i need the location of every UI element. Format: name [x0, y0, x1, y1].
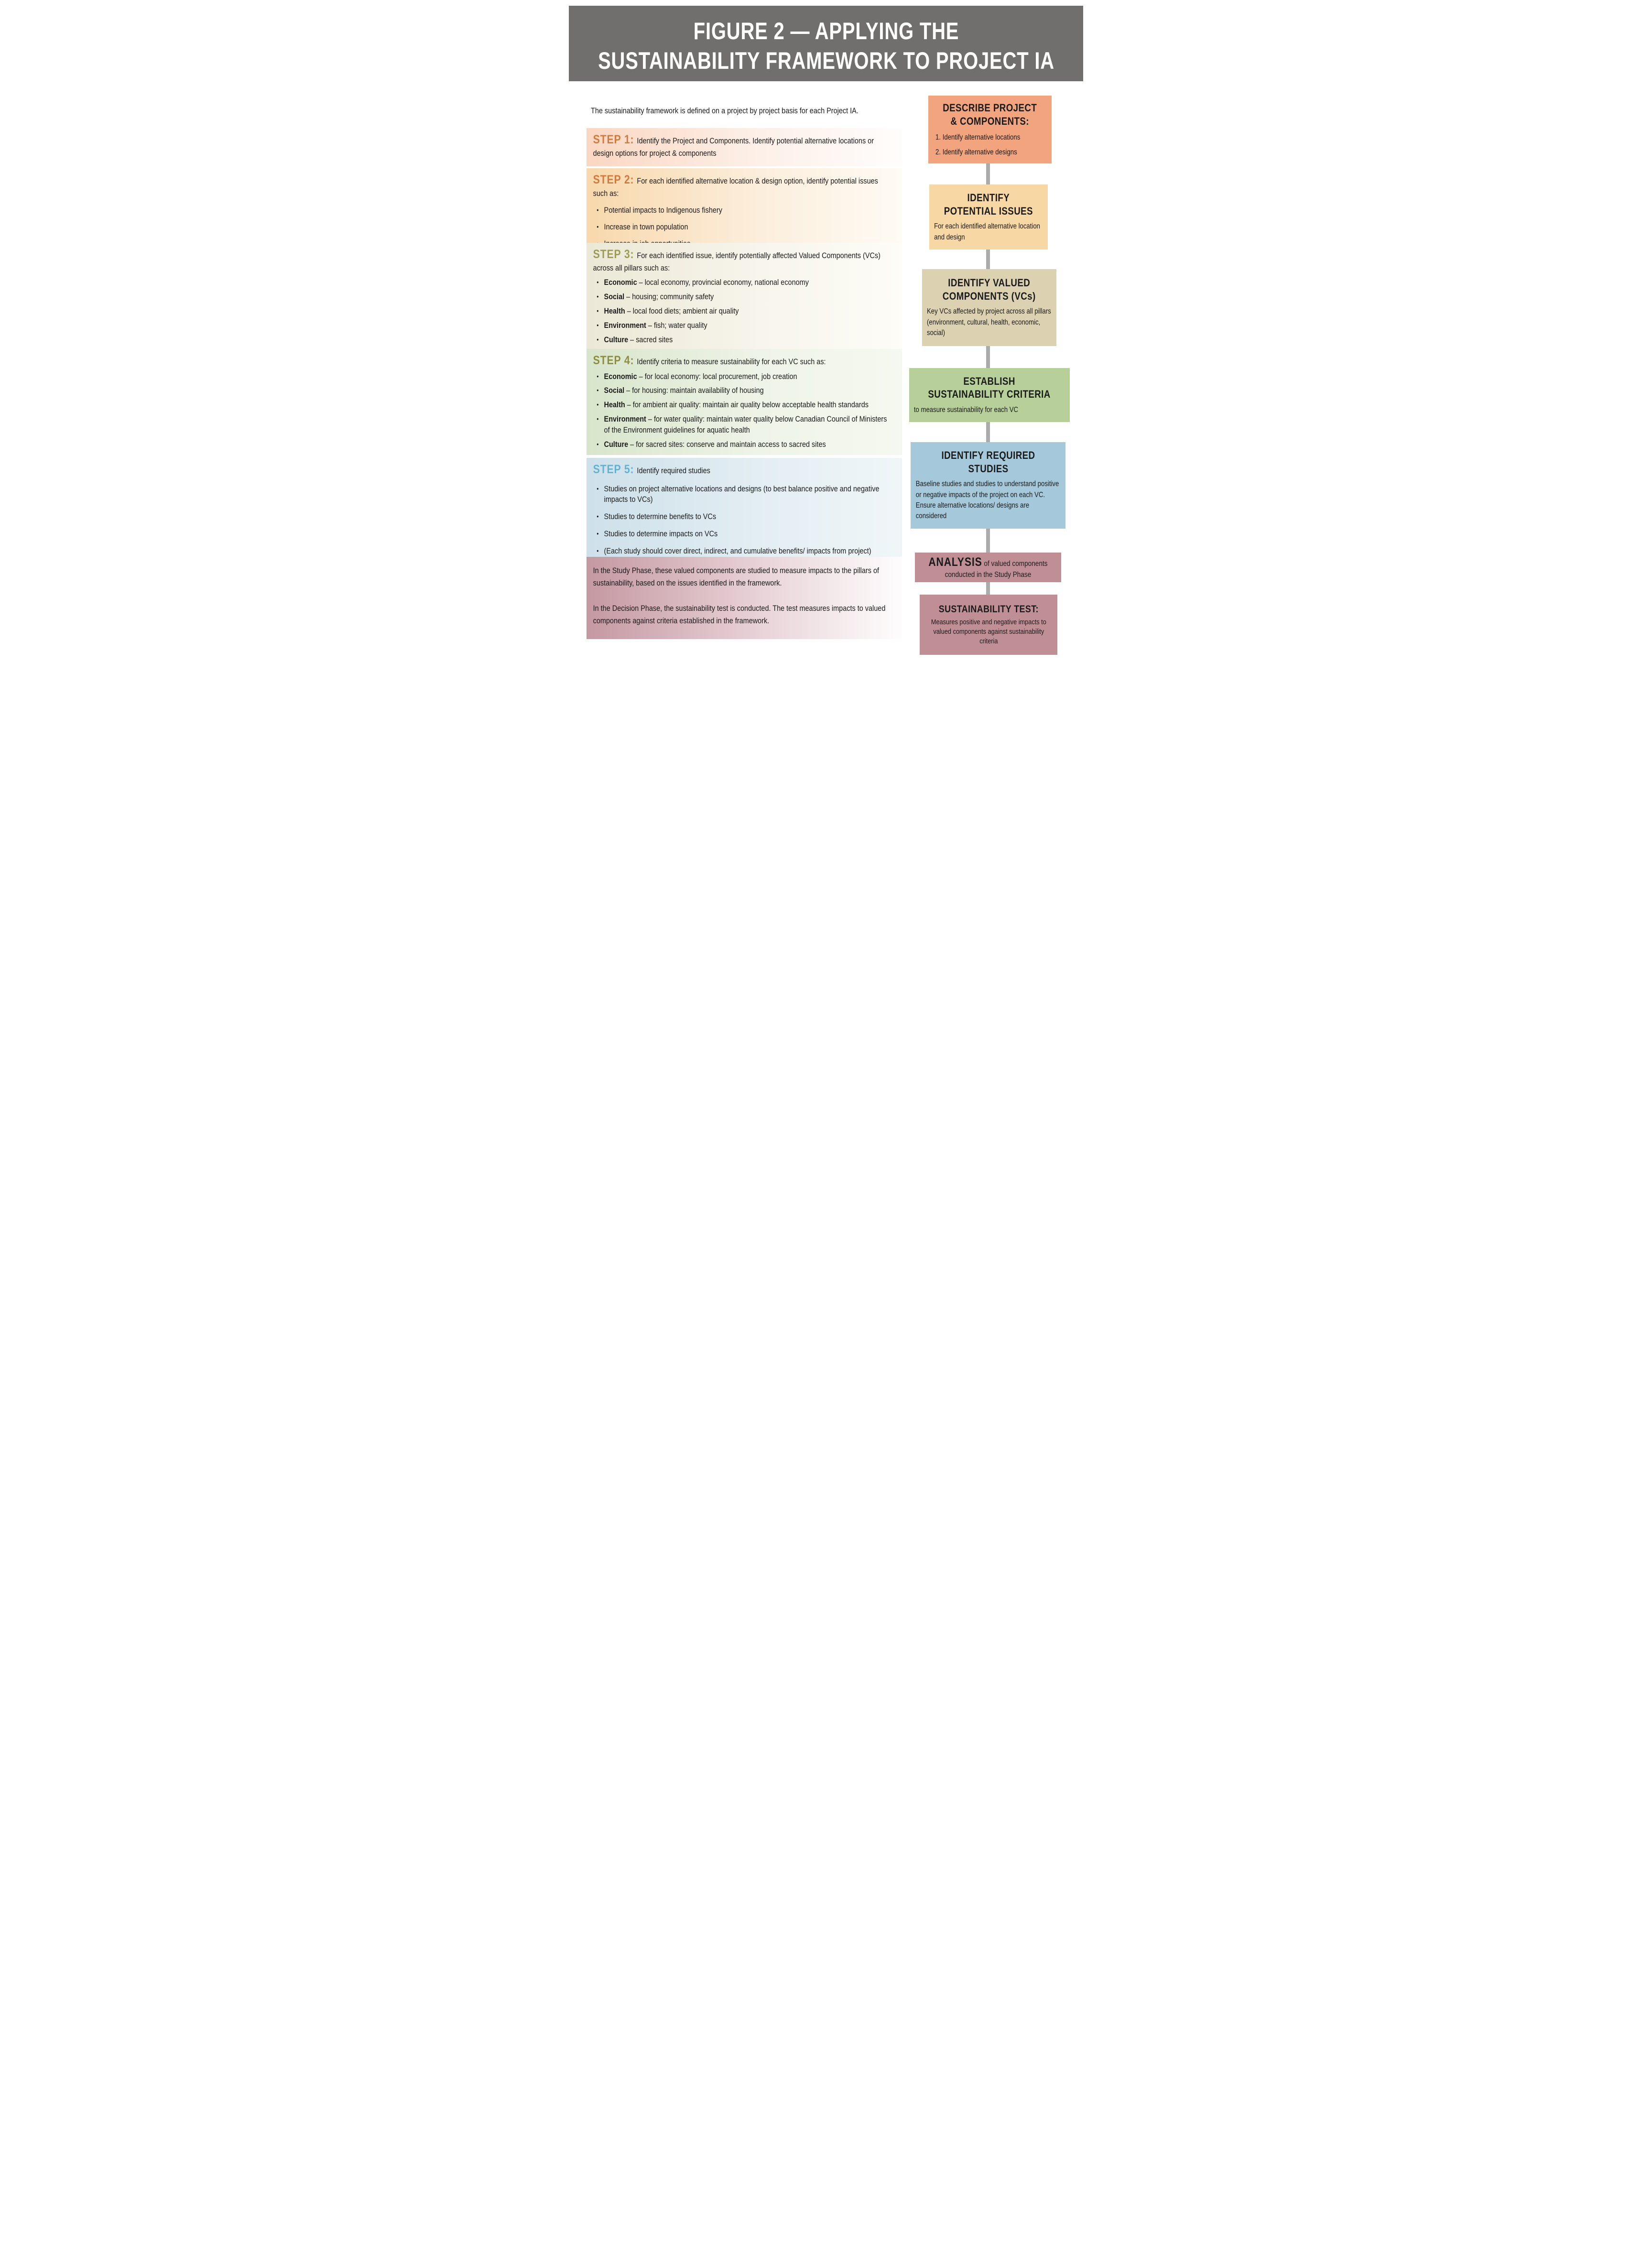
- step-2-block: [587, 168, 902, 254]
- flow-box-title: SUSTAINABILITY TEST:: [938, 603, 1039, 615]
- step-3-bullet: [593, 306, 894, 317]
- bullet-text: Studies to determine impacts on VCs: [604, 529, 718, 539]
- flow-box-sustainability-test: [920, 595, 1057, 655]
- figure-title-banner: [569, 6, 1083, 81]
- step-5-bullet: [593, 484, 894, 506]
- step-3-label: STEP 3:: [593, 248, 634, 261]
- bullet-category: Social: [604, 292, 625, 301]
- bullet-text: – local economy, provincial economy, national economy: [639, 278, 809, 287]
- flow-box-title: [933, 101, 1046, 128]
- bullet-text: – for housing: maintain availability of housing: [626, 386, 764, 395]
- bullet-text: – for local economy: local procurement, job creation: [639, 371, 797, 381]
- step-1-block: [587, 128, 902, 166]
- flow-box-describe-project: [928, 96, 1052, 163]
- flow-box-title: [915, 449, 1060, 475]
- step-2-label: STEP 2:: [593, 173, 634, 186]
- bullet-category: Culture: [604, 440, 629, 449]
- bullet-category: Health: [604, 400, 625, 410]
- flow-box-analysis: [915, 553, 1061, 582]
- step-5-lead: Identify required studies: [637, 466, 710, 475]
- step-4-lead: Identify criteria to measure sustainability for each VC such as:: [637, 357, 826, 366]
- flow-box-body: Measures positive and negative impacts to valued components against sustainability criteria: [931, 618, 1046, 646]
- flow-box-title-line: ESTABLISH: [963, 375, 1016, 387]
- bullet-text: Studies on project alternative locations and designs (to best balance positive and negative impacts to VCs): [604, 484, 880, 504]
- flow-box-item: 1. Identify alternative locations: [935, 133, 1021, 142]
- step-4-bullet: [593, 414, 894, 436]
- bullet-text: – for ambient air quality: maintain air quality below acceptable health standards: [627, 400, 869, 410]
- flow-box-title-line: IDENTIFY: [967, 192, 1010, 204]
- bullet-text: Studies to determine benefits to VCs: [604, 512, 717, 521]
- bullet-category: Health: [604, 306, 625, 315]
- step-2-bullet: [593, 205, 894, 216]
- step-5-block: [587, 458, 902, 562]
- step-5-label: STEP 5:: [593, 463, 634, 476]
- flow-box-title-line: STUDIES: [967, 462, 1009, 475]
- step-5-bullet: [593, 546, 894, 557]
- bullet-category: Environment: [604, 320, 646, 330]
- step-3-bullet: [593, 292, 894, 303]
- step-2-lead: For each identified alternative location & design option, identify potential issues such as:: [593, 176, 878, 198]
- bullet-text: – local food diets; ambient air quality: [627, 306, 739, 315]
- flow-box-title-line: SUSTAINABILITY CRITERIA: [928, 388, 1051, 401]
- step-4-bullet: [593, 400, 894, 411]
- bullet-text: – sacred sites: [630, 335, 673, 344]
- study-phase-paragraph: In the Study Phase, these valued components are studied to measure impacts to the pillars of sustainability, based on the issues identified in the framework.: [593, 566, 880, 587]
- bullet-text: Potential impacts to Indigenous fishery: [604, 206, 722, 215]
- step-3-bullet: [593, 277, 894, 288]
- bullet-category: Social: [604, 386, 625, 395]
- flow-box-establish-criteria: [909, 368, 1070, 422]
- step-4-bullet: [593, 371, 894, 382]
- flow-box-body: Key VCs affected by project across all pillars (environment, cultural, health, economic, social): [927, 307, 1051, 337]
- flow-box-title-line: DESCRIBE PROJECT: [943, 102, 1037, 114]
- flow-box-required-studies: [911, 442, 1065, 529]
- figure-title-line-2: SUSTAINABILITY FRAMEWORK TO PROJECT IA: [598, 47, 1054, 74]
- step-3-lead: For each identified issue, identify potentially affected Valued Components (VCs) across all pillars such as:: [593, 251, 880, 272]
- step-3-bullet: [593, 335, 894, 346]
- bullet-text: (Each study should cover direct, indirect, and cumulative benefits/ impacts from project): [604, 546, 871, 556]
- flow-box-identify-issues: [929, 185, 1048, 250]
- step-4-label: STEP 4:: [593, 354, 634, 367]
- step-3-bullet: [593, 320, 894, 331]
- flow-box-body: For each identified alternative location and design: [934, 222, 1041, 241]
- flow-box-items: [933, 132, 1046, 157]
- bullet-category: Economic: [604, 278, 637, 287]
- step-3-block: [587, 243, 902, 350]
- flow-box-title: [927, 276, 1051, 303]
- flow-box-title-line: IDENTIFY REQUIRED: [941, 449, 1035, 462]
- step-1-label: STEP 1:: [593, 133, 634, 146]
- flow-box-title-line: IDENTIFY VALUED: [948, 277, 1031, 289]
- flow-box-title-line: COMPONENTS (VCs): [943, 290, 1036, 302]
- step-4-block: [587, 349, 902, 455]
- step-4-bullet: [593, 439, 894, 450]
- flow-box-body: to measure sustainability for each VC: [914, 405, 1019, 414]
- step-5-bullet: [593, 511, 894, 522]
- flow-box-identify-vcs: [922, 269, 1056, 346]
- step-1-lead: Identify the Project and Components. Identify potential alternative locations or design options for project & components: [593, 136, 874, 158]
- flow-box-item: 2. Identify alternative designs: [935, 148, 1018, 156]
- bullet-category: Economic: [604, 371, 637, 381]
- bullet-category: Culture: [604, 335, 629, 344]
- phase-summary-block: [587, 557, 902, 639]
- intro-text: The sustainability framework is defined on a project by project basis for each Project IA.: [591, 106, 859, 115]
- flow-box-body: Baseline studies and studies to understand positive or negative impacts of the project on each VC. Ensure alternative locations/ designs are considered: [915, 480, 1059, 521]
- flow-box-title: ANALYSIS: [928, 555, 982, 569]
- figure-title-line-1: FIGURE 2 — APPLYING THE: [693, 18, 959, 44]
- step-5-bullet: [593, 529, 894, 540]
- flow-box-title: [934, 191, 1043, 217]
- flow-box-title: [914, 375, 1065, 401]
- bullet-text: – housing; community safety: [626, 292, 714, 301]
- bullet-text: – fish; water quality: [648, 320, 707, 330]
- bullet-text: Increase in town population: [604, 222, 688, 231]
- flow-box-title-line: & COMPONENTS:: [950, 115, 1030, 127]
- flow-box-title-line: POTENTIAL ISSUES: [944, 205, 1033, 217]
- flow-box-body: of valued components conducted in the Study Phase: [945, 560, 1048, 579]
- step-4-bullet: [593, 385, 894, 396]
- bullet-category: Environment: [604, 414, 646, 424]
- decision-phase-paragraph: In the Decision Phase, the sustainability test is conducted. The test measures impacts to valued components against criteria established in the framework.: [593, 604, 886, 625]
- bullet-text: – for sacred sites: conserve and maintain access to sacred sites: [630, 440, 826, 449]
- bullet-text: – for water quality: maintain water quality below Canadian Council of Ministers of the Environment guidelines for aquatic health: [604, 414, 887, 435]
- step-2-bullet: [593, 222, 894, 233]
- figure-2-infographic: [551, 0, 1101, 753]
